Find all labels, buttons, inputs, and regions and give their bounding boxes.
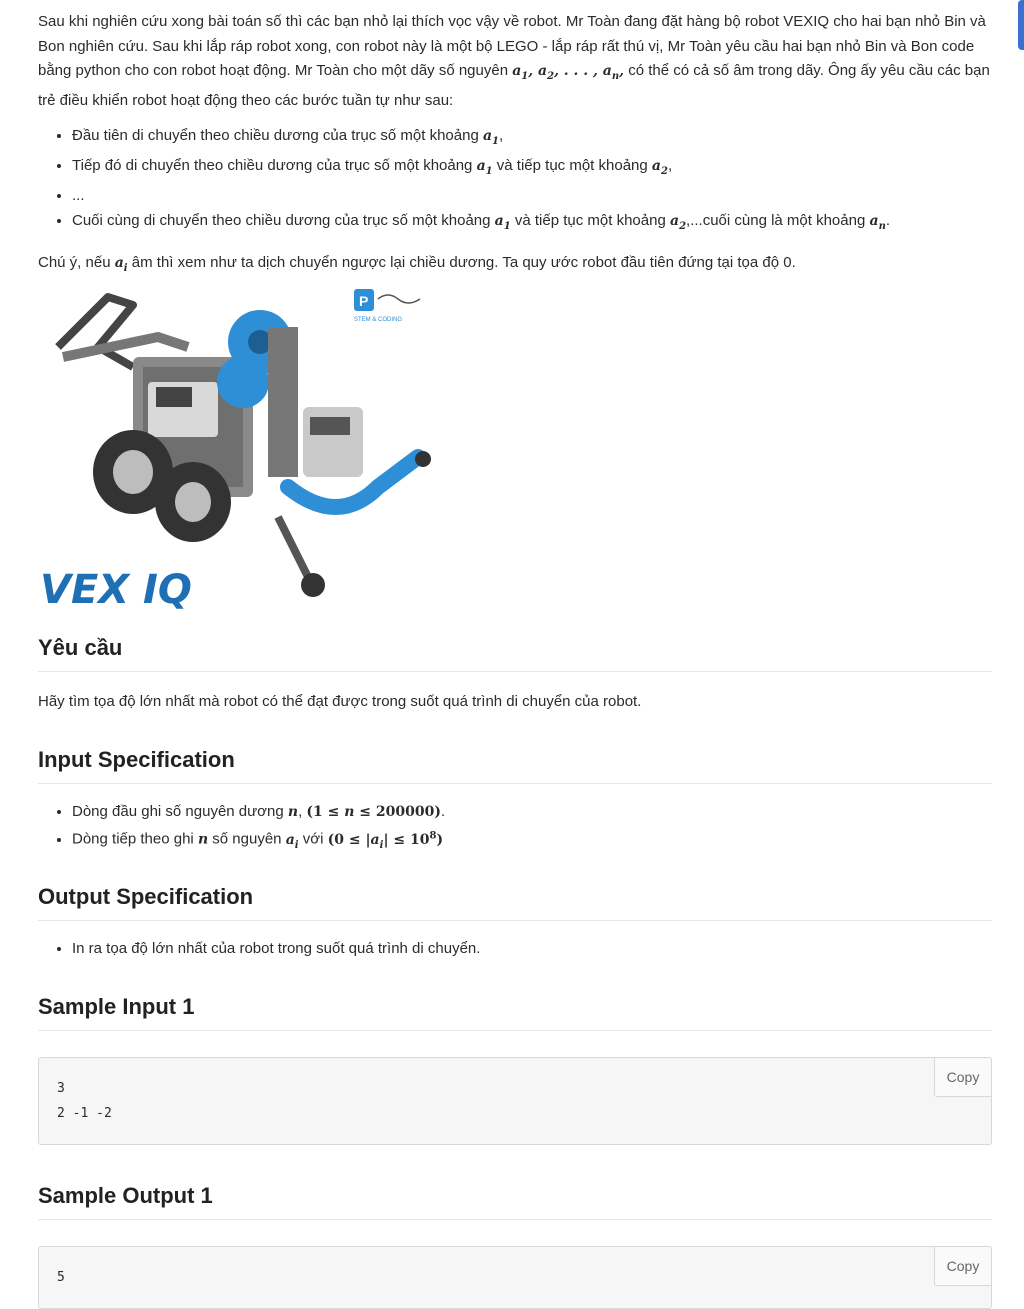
svg-text:P: P [359,293,369,310]
sample-output-title: Sample Output 1 [38,1183,992,1220]
list-item: • Cuối cùng di chuyển theo chiều dương của trục số một khoảng $a_1$ và tiếp tục một khoảng $a_2,...cuối$ cùng là một khoảng $a_n$. [72,209,992,239]
requirement-title: Yêu cầu [38,635,992,672]
intro-paragraph: Sau khi nghiên cứu xong bài toán số thì các bạn nhỏ lại thích vọc vậy về robot. Mr Toàn đang đặt hàng bộ robot VEXIQ cho hai bạn nhỏ Bin và Bon nghiên cứu. Sau khi lắp ráp robot xong, con robot này là một bộ LEGO - lắp ráp rất thú vị, Mr Toàn yêu cầu hai bạn nhỏ Bin và Bon code bằng python cho con robot hoạt động. Mr Toàn cho một dãy số nguyên $a_1$, $a_2$, . . . , $a_n$, có thể có cả số âm trong dãy. Ông ấy yêu cầu các bạn trẻ điều khiển robot hoạt động theo các bước tuần tự như sau: [38,13,990,110]
output-spec-title: Output Specification [38,884,992,921]
vex-iq-logo: VEX IQ [40,567,192,614]
copy-button[interactable]: Copy [934,1057,992,1097]
sidebar-button[interactable] [1018,0,1024,50]
list-item: • Dòng tiếp theo ghi n số nguyên $a_i$ với $(0 \le |a_i| \le 10^8)$ [72,824,992,858]
input-spec-list [38,800,992,858]
requirement-text: Hãy tìm tọa độ lớn nhất mà robot có thể đạt được trong suốt quá trình di chuyển của robot. [38,693,642,711]
list-item: • In ra tọa độ lớn nhất của robot trong suốt quá trình di chuyển. [72,937,992,962]
robot-illustration [38,287,438,617]
svg-text:STEM & CODING: STEM & CODING [354,317,403,324]
list-item: • Đầu tiên di chuyển theo chiều dương của trục số một khoảng $a_1$, [72,124,992,154]
math-sequence: $a_1$, $a_2$, . . . , $a_n$, [512,63,625,82]
sample-input-title: Sample Input 1 [38,994,992,1031]
note-paragraph: Chú ý, nếu $a_i$ âm thì xem như ta dịch chuyển ngược lại chiều dương. Ta quy ước robot đầu tiên đứng tại tọa độ 0. [38,254,796,274]
right-sidebar-edge [1014,0,1024,1300]
output-spec-list [38,937,992,962]
brand-badge-icon [354,289,420,323]
list-item: • Tiếp đó di chuyển theo chiều dương của trục số một khoảng $a_1$ và tiếp tục một khoảng $a_2$, [72,154,992,184]
sample-input-box [38,1057,992,1145]
sample-input-code: 3 2 -1 -2 [57,1080,112,1121]
list-item: • Dòng đầu ghi số nguyên dương n, (1 ≤ n ≤ 200000). [72,800,992,825]
steps-list [38,124,992,239]
sample-output-box [38,1246,992,1309]
input-spec-title: Input Specification [38,747,992,784]
robot-image [38,287,438,617]
sample-output-code: 5 [57,1269,65,1285]
list-item: • ... [72,184,992,209]
problem-statement [38,10,992,1309]
copy-button[interactable]: Copy [934,1246,992,1286]
